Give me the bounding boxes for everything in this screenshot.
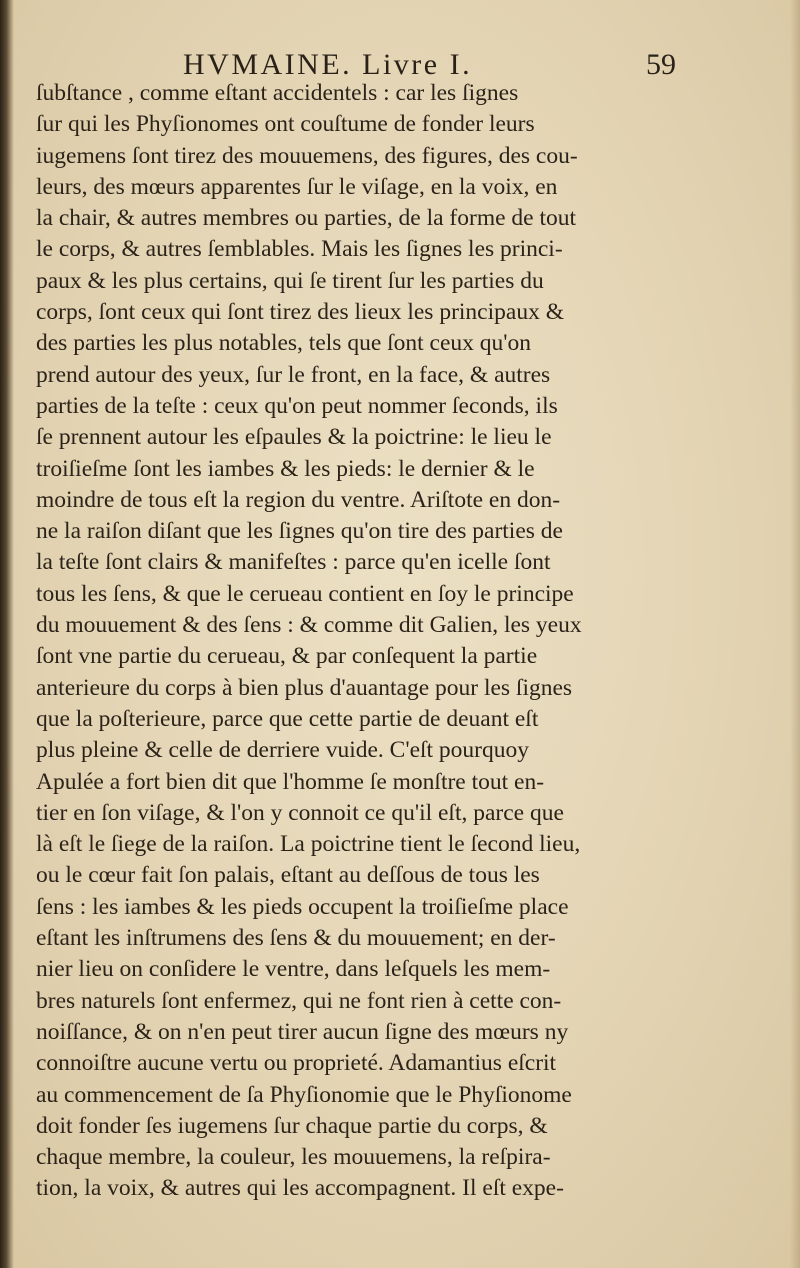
text-line: tous les ſens, & que le cerueau contient en ſoy le principe [36,580,574,607]
text-line: doit fonder ſes iugemens ſur chaque partie du corps, & [36,1112,548,1139]
text-line: tier en ſon viſage, & l'on y connoit ce qu'il eſt, parce que [36,799,564,826]
text-line: prend autour des yeux, ſur le front, en la face, & autres [36,361,551,388]
page-edge [790,0,800,1268]
text-line: plus pleine & celle de derriere vuide. C'eſt pourquoy [36,737,530,764]
text-line: corps, ſont ceux qui ſont tirez des lieux les principaux & [36,299,564,326]
text-line: Apulée a fort bien dit que l'homme ſe monſtre tout en- [36,768,545,795]
text-line: moindre de tous eſt la region du ventre. Ariſtote en don- [36,486,561,513]
running-title: HVMAINE. Livre I. [183,48,473,81]
text-line: la chair, & autres membres ou parties, de la forme de tout [36,205,577,232]
text-line: nier lieu on conſidere le ventre, dans leſquels les mem- [36,956,551,983]
text-line: la teſte ſont clairs & manifeſtes : parce qu'en icelle ſont [36,549,551,576]
text-line: ou le cœur fait ſon palais, eſtant au deſſous de tous les [36,862,540,889]
text-line: leurs, des mœurs apparentes ſur le viſage, en la voix, en [36,173,558,200]
text-line: ſont vne partie du cerueau, & par conſequent la partie [36,643,538,670]
text-line: anterieure du corps à bien plus d'auantage pour les ſignes [36,674,573,701]
text-line: des parties les plus notables, tels que ſont ceux qu'on [36,330,532,357]
text-line: que la poſterieure, parce que cette partie de deuant eſt [36,705,539,732]
text-line: noiſſance, & on n'en peut tirer aucun ſigne des mœurs ny [36,1018,569,1045]
text-line: troiſieſme ſont les iambes & les pieds: le dernier & le [36,455,535,482]
page-number: 59 [646,48,676,81]
text-line: connoiſtre aucune vertu ou proprieté. Adamantius eſcrit [36,1050,557,1077]
text-line: ne la raiſon diſant que les ſignes qu'on tire des parties de [36,518,563,545]
text-line: ſens : les iambes & les pieds occupent la troiſieſme place [36,893,569,920]
text-line: ſe prennent autour les eſpaules & la poictrine: le lieu le [36,424,552,451]
text-line: ſur qui les Phyſionomes ont couſtume de fonder leurs [36,111,535,138]
text-line: du mouuement & des ſens : & comme dit Galien, les yeux [36,612,582,639]
text-line: au commencement de ſa Phyſionomie que le Phyſionome [36,1081,572,1108]
text-line: le corps, & autres ſemblables. Mais les ſignes les princi- [36,236,563,263]
text-line: bres naturels ſont enfermez, qui ne font rien à cette con- [36,987,562,1014]
text-line: eſtant les inſtrumens des ſens & du mouuement; en der- [36,925,556,952]
text-line: parties de la teſte : ceux qu'on peut nommer ſeconds, ils [36,392,558,419]
text-line: là eſt le ſiege de la raiſon. La poictrine tient le ſecond lieu, [36,831,581,858]
body-text [36,78,716,1205]
text-line: chaque membre, la couleur, les mouuemens, la reſpira- [36,1144,551,1171]
text-line: paux & les plus certains, qui ſe tirent ſur les parties du [36,267,544,294]
text-line: ſubſtance , comme eſtant accidentels : car les ſignes [36,80,519,106]
text-line: iugemens ſont tirez des mouuemens, des figures, des cou- [36,142,578,169]
text-line: tion, la voix, & autres qui les accompagnent. Il eſt expe- [36,1175,564,1202]
page-binding-shadow [0,0,14,1268]
